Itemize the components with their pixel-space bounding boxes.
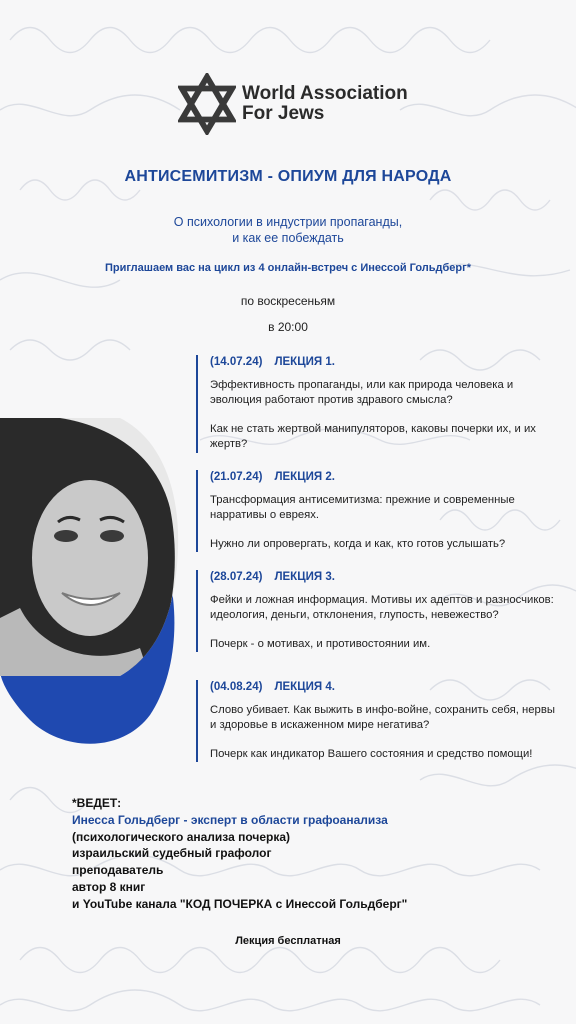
lecture-2 [196,470,560,552]
logo-line-2: For Jews [242,103,325,124]
free-lecture-note: Лекция бесплатная [235,935,341,947]
host-line-5: и YouTube канала "КОД ПОЧЕРКА с Инессой Гольдберг" [72,896,408,911]
subtitle-line-2: и как ее побеждать [232,231,344,245]
lecture-1-question: Как не стать жертвой манипуляторов, каковы почерки их, и их жертв? [210,422,536,450]
lecture-4-date: (04.08.24) [210,681,263,693]
lecture-2-topic: Трансформация антисемитизма: прежние и современные нарративы о евреях. [210,493,515,521]
lecture-3 [196,570,560,652]
lecture-1 [196,355,560,453]
lecture-4 [196,680,560,762]
lecture-4-header [210,680,560,696]
lecture-1-label: ЛЕКЦИЯ 1. [274,356,335,368]
lecture-3-header [210,570,560,586]
host-line-2: израильский судебный графолог [72,846,272,861]
host-info [72,795,532,913]
logo-line-1: World Association [242,83,408,104]
star-of-david-icon [178,73,236,135]
logo [178,72,408,136]
invitation-text: Приглашаем вас на цикл из 4 онлайн-встреч с Инессой Гольдберг* [104,262,471,274]
lecture-2-header [210,470,560,486]
host-line-3: преподаватель [72,863,164,878]
lecture-2-date: (21.07.24) [210,471,263,483]
lecture-3-topic: Фейки и ложная информация. Мотивы их адептов и разносчиков: идеология, деньги, отклонения, глупость, невежество? [210,593,554,621]
host-line-4: автор 8 книг [72,879,146,894]
subtitle-line-1: О психологии в индустрии пропаганды, [173,215,403,229]
page-title: АНТИСЕМИТИЗМ - ОПИУМ ДЛЯ НАРОДА [124,168,452,185]
lecture-1-header [210,355,560,371]
logo-text [242,84,408,124]
subtitle [0,214,576,246]
lecture-3-date: (28.07.24) [210,571,263,583]
lecture-3-label: ЛЕКЦИЯ 3. [274,571,335,583]
lecture-2-label: ЛЕКЦИЯ 2. [274,471,335,483]
schedule-time: в 20:00 [268,320,308,334]
host-name: Инесса Гольдберг - эксперт в области графоанализа [72,812,388,827]
lecture-2-question: Нужно ли опровергать, когда и как, кто готов услышать? [210,537,506,550]
host-label: *ВЕДЕТ: [72,796,122,810]
lecture-1-topic: Эффективность пропаганды, или как природа человека и эволюция работают против здравого смысла? [210,378,514,406]
host-line-1: (психологического анализа почерка) [72,829,291,844]
lecture-3-question: Почерк - о мотивах, и противостоянии им. [210,637,431,650]
speaker-portrait [0,418,182,678]
lecture-4-topic: Слово убивает. Как выжить в инфо-войне, сохранить себя, нервы и здоровье в искаженном мире негатива? [210,703,555,731]
schedule-day: по воскресеньям [240,294,336,308]
lecture-4-question: Почерк как индикатор Вашего состояния и средство помощи! [210,747,533,760]
lecture-4-label: ЛЕКЦИЯ 4. [274,681,335,693]
lecture-1-date: (14.07.24) [210,356,263,368]
